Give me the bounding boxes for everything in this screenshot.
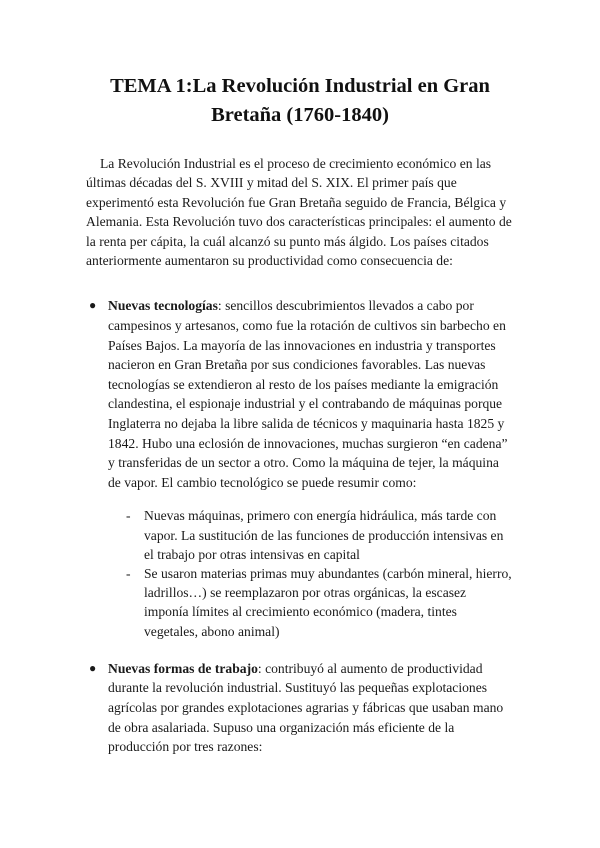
bullet-item-nuevas-tecnologias	[89, 296, 514, 640]
sub-item	[126, 564, 514, 641]
intro-paragraph	[86, 154, 514, 270]
bullet-item-nuevas-formas-de-trabajo	[89, 659, 514, 757]
bullet-text: : contribuyó al aumento de productividad durante la revolución industrial. Sustituyó las pequeñas explotaciones agrícolas por grandes explotaciones agrarias y fábricas que usaban mano de obra asalariada. Supuso una organización más eficiente de la producción por tres razones:	[108, 660, 504, 755]
bullet-marker: ●	[89, 298, 97, 313]
bullet-marker: ●	[89, 660, 97, 675]
bullet-heading: Nuevas formas de trabajo	[108, 660, 258, 676]
sub-item	[126, 506, 514, 564]
dash-marker: -	[126, 565, 131, 581]
intro-text: La Revolución Industrial es el proceso de crecimiento económico en las últimas décadas del S. XVIII y mitad del S. XIX. El primer país que experimentó esta Revolución fue Gran Bretaña seguido de Francia, Bélgica y Alemania. Esta Revolución tuvo dos características principales: el aumento de la renta per cápita, la cuál alcanzó su punto más álgido. Los países citados anteriormente aumentaron su productividad como consecuencia de:	[86, 156, 512, 269]
sub-list	[108, 506, 514, 640]
dash-marker: -	[126, 508, 131, 524]
sub-item-text: Nuevas máquinas, primero con energía hidráulica, más tarde con vapor. La sustitución de las funciones de producción intensivas en el trabajo por otras intensivas en capital	[144, 508, 504, 562]
bullet-text: : sencillos descubrimientos llevados a cabo por campesinos y artesanos, como fue la rotación de cultivos sin barbecho en Países Bajos. La mayoría de las innovaciones en industria y transportes nacieron en Gran Bretaña por sus condiciones favorables. Las nuevas tecnologías se extendieron al resto de los países mediante la emigración clandestina, el espionaje industrial y el contrabando de máquinas porque Inglaterra no dejaba la libre salida de técnicos y maquinaria hasta 1825 y 1842. Hubo una eclosión de innovaciones, muchas surgieron “en cadena” y transferidas de un sector a otro. Como la máquina de tejer, la máquina de vapor. El cambio tecnológico se puede resumir como:	[108, 298, 508, 490]
sub-item-text: Se usaron materias primas muy abundantes (carbón mineral, hierro, ladrillos…) se reemplazaron por otras orgánicas, la escasez imponía límites al crecimiento económico (madera, tintes vegetales, abono animal)	[144, 565, 512, 639]
document-title: TEMA 1:La Revolución Industrial en Gran Bretaña (1760-1840)	[110, 75, 490, 126]
main-bullet-list	[86, 296, 514, 756]
bullet-heading: Nuevas tecnologías	[108, 298, 218, 314]
